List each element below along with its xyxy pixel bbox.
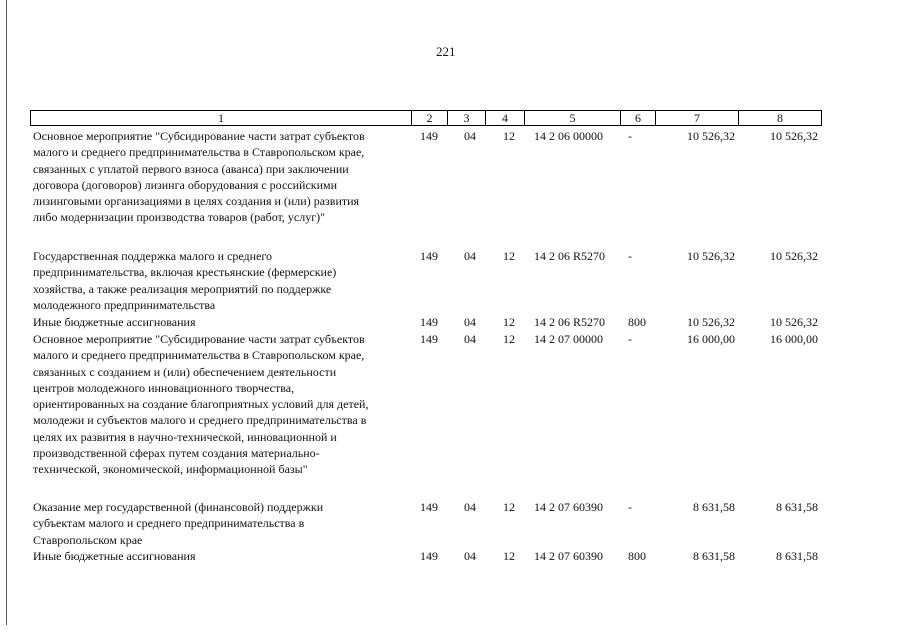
cell-c3: 04 bbox=[464, 315, 476, 329]
cell-c4: 12 bbox=[503, 549, 515, 563]
row-description bbox=[33, 248, 413, 313]
description-line: ориентированных на создание благоприятных условий для детей, bbox=[33, 397, 369, 412]
cell-c8: 10 526,32 bbox=[770, 315, 818, 329]
description-line: Государственная поддержка малого и среднего bbox=[33, 249, 273, 263]
description-line: лизинговыми организациями в целях создания и (или) развития bbox=[33, 194, 360, 209]
description-line: производственной сферах путем создания материально- bbox=[33, 446, 320, 461]
description-line: связанных с уплатой первого взноса (аванса) при заключении bbox=[33, 161, 349, 176]
cell-c7: 16 000,00 bbox=[687, 332, 735, 346]
cell-c2: 149 bbox=[420, 549, 438, 563]
description-line: центров молодежного инновационного творчества, bbox=[33, 380, 295, 395]
cell-c2: 149 bbox=[420, 249, 438, 263]
table-header-col-6: 6 bbox=[620, 110, 656, 126]
row-description bbox=[33, 499, 413, 548]
description-line: связанных с созданием и (или) обеспечением деятельности bbox=[33, 364, 337, 379]
description-line: малого и среднего предпринимательства в Ставропольском крае, bbox=[33, 348, 365, 363]
table-header-col-7: 7 bbox=[655, 110, 739, 126]
table-header-col-4: 4 bbox=[485, 110, 525, 126]
description-line: субъектам малого и среднего предпринимательства в bbox=[33, 516, 305, 531]
cell-c7: 8 631,58 bbox=[693, 500, 735, 514]
table-header-col-8: 8 bbox=[738, 110, 822, 126]
description-line: Оказание мер государственной (финансовой) поддержки bbox=[33, 500, 324, 514]
description-line: Иные бюджетные ассигнования bbox=[33, 549, 196, 563]
table-header-col-2: 2 bbox=[411, 110, 448, 126]
description-line: предпринимательства, включая крестьянские (фермерские) bbox=[33, 265, 337, 280]
row-description bbox=[33, 548, 413, 564]
description-line: молодежи и субъектов малого и среднего предпринимательства в bbox=[33, 413, 367, 428]
cell-c7: 10 526,32 bbox=[687, 249, 735, 263]
cell-c6: - bbox=[628, 129, 632, 143]
description-line: хозяйства, а также реализация мероприятий по поддержке bbox=[33, 281, 332, 296]
cell-c7: 8 631,58 bbox=[693, 549, 735, 563]
cell-c3: 04 bbox=[464, 129, 476, 143]
description-line: Основное мероприятие "Субсидирование части затрат субъектов bbox=[33, 129, 365, 143]
description-line: молодежного предпринимательства bbox=[33, 297, 216, 312]
cell-c8: 8 631,58 bbox=[776, 549, 818, 563]
description-line: договора (договоров) лизинга оборудования с российскими bbox=[33, 177, 338, 192]
cell-c6: - bbox=[628, 332, 632, 346]
cell-c5: 14 2 07 60390 bbox=[534, 549, 603, 563]
description-line: целях их развития в научно-технической, инновационной и bbox=[33, 429, 337, 444]
page-number: 221 bbox=[436, 44, 456, 59]
description-line: технической, экономической, информационной базы" bbox=[33, 462, 308, 477]
cell-c6: - bbox=[628, 249, 632, 263]
cell-c7: 10 526,32 bbox=[687, 129, 735, 143]
cell-c8: 10 526,32 bbox=[770, 129, 818, 143]
row-description bbox=[33, 314, 413, 330]
cell-c4: 12 bbox=[503, 249, 515, 263]
cell-c4: 12 bbox=[503, 315, 515, 329]
row-description bbox=[33, 128, 413, 226]
description-line: малого и среднего предпринимательства в Ставропольском крае, bbox=[33, 145, 365, 160]
cell-c6: 800 bbox=[628, 549, 646, 563]
table-header-col-3: 3 bbox=[447, 110, 486, 126]
table-header-col-5: 5 bbox=[524, 110, 621, 126]
cell-c7: 10 526,32 bbox=[687, 315, 735, 329]
row-description bbox=[33, 331, 413, 478]
cell-c2: 149 bbox=[420, 332, 438, 346]
cell-c6: - bbox=[628, 500, 632, 514]
cell-c3: 04 bbox=[464, 500, 476, 514]
description-line: Основное мероприятие "Субсидирование части затрат субъектов bbox=[33, 332, 365, 346]
description-line: Ставропольском крае bbox=[33, 532, 143, 547]
cell-c5: 14 2 06 R5270 bbox=[534, 315, 606, 329]
cell-c3: 04 bbox=[464, 332, 476, 346]
cell-c3: 04 bbox=[464, 249, 476, 263]
cell-c4: 12 bbox=[503, 332, 515, 346]
cell-c4: 12 bbox=[503, 129, 515, 143]
cell-c6: 800 bbox=[628, 315, 646, 329]
cell-c2: 149 bbox=[420, 500, 438, 514]
cell-c2: 149 bbox=[420, 315, 438, 329]
page-left-edge bbox=[6, 0, 7, 625]
cell-c5: 14 2 07 60390 bbox=[534, 500, 603, 514]
description-line: либо модернизации производства товаров (работ, услуг)" bbox=[33, 210, 326, 225]
table-header-col-1: 1 bbox=[30, 110, 412, 126]
cell-c5: 14 2 06 00000 bbox=[534, 129, 603, 143]
description-line: Иные бюджетные ассигнования bbox=[33, 315, 196, 329]
cell-c5: 14 2 06 R5270 bbox=[534, 249, 606, 263]
cell-c4: 12 bbox=[503, 500, 515, 514]
cell-c8: 16 000,00 bbox=[770, 332, 818, 346]
cell-c3: 04 bbox=[464, 549, 476, 563]
cell-c5: 14 2 07 00000 bbox=[534, 332, 603, 346]
cell-c8: 8 631,58 bbox=[776, 500, 818, 514]
cell-c8: 10 526,32 bbox=[770, 249, 818, 263]
cell-c2: 149 bbox=[420, 129, 438, 143]
